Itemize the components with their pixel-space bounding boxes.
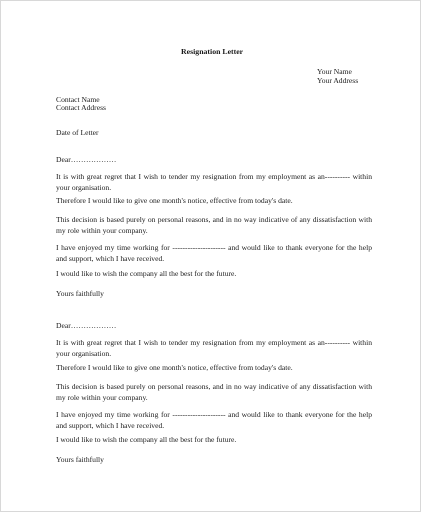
paragraph-reasons: This decision is based purely on personal reasons, and in no way indicative of any dissatisfaction with my role within your company. <box>56 215 372 235</box>
paragraph-resignation: It is with great regret that I wish to tender my resignation from my employment as an---------- within your organisation. <box>56 338 372 358</box>
paragraph-thanks: I have enjoyed my time working for --------------------- and would like to thank everyone for the help and support, which I have received. <box>56 410 372 430</box>
salutation: Dear……………… <box>56 321 117 330</box>
salutation: Dear……………… <box>56 155 117 164</box>
recipient-address: Contact Address <box>56 103 106 112</box>
paragraph-notice: Therefore I would like to give one month's notice, effective from today's date. <box>56 196 293 205</box>
closing: Yours faithfully <box>56 289 104 298</box>
recipient-name: Contact Name <box>56 95 100 104</box>
paragraph-wishes: I would like to wish the company all the best for the future. <box>56 435 237 444</box>
letter-date: Date of Letter <box>56 128 99 137</box>
closing: Yours faithfully <box>56 455 104 464</box>
sender-address: Your Address <box>317 76 359 85</box>
paragraph-reasons: This decision is based purely on personal reasons, and in no way indicative of any dissatisfaction with my role within your company. <box>56 382 372 402</box>
paragraph-thanks: I have enjoyed my time working for --------------------- and would like to thank everyone for the help and support, which I have received. <box>56 243 372 263</box>
letter-title: Resignation Letter <box>181 47 244 56</box>
paragraph-notice: Therefore I would like to give one month's notice, effective from today's date. <box>56 363 293 372</box>
paragraph-resignation: It is with great regret that I wish to tender my resignation from my employment as an---------- within your organisation. <box>56 172 372 192</box>
sender-name: Your Name <box>317 67 352 76</box>
paragraph-wishes: I would like to wish the company all the best for the future. <box>56 269 237 278</box>
